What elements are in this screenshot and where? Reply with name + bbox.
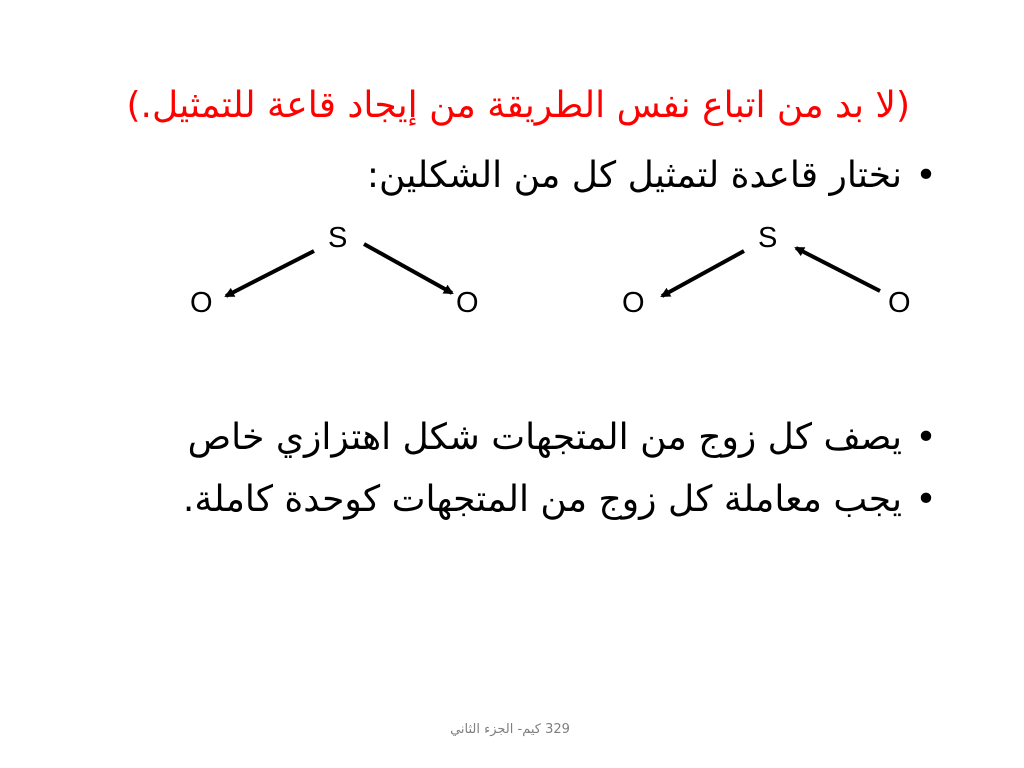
bullet-text: يجب معاملة كل زوج من المتجهات كوحدة كاملة. (182, 479, 902, 520)
arrow-left-outward (226, 251, 314, 296)
arrow-left-outward (662, 251, 744, 296)
oxygen-atom-label-right: O (888, 287, 911, 319)
diagram-symmetric (190, 222, 479, 319)
slide-footer: 329 كيم- الجزء الثاني (450, 722, 570, 737)
oxygen-atom-label-right: O (456, 287, 479, 319)
red-note: (لا بد من اتباع نفس الطريقة من إيجاد قاعة للتمثيل.) (126, 85, 910, 126)
sulfur-atom-label: S (328, 222, 348, 254)
bullet-dot: • (915, 155, 937, 196)
bullet-text: يصف كل زوج من المتجهات شكل اهتزازي خاص (187, 417, 902, 458)
bullet-dot: • (915, 417, 937, 458)
sulfur-atom-label: S (758, 222, 778, 254)
oxygen-atom-label-left: O (622, 287, 645, 319)
bullet-dot: • (915, 479, 937, 520)
bullet-vibration-mode (150, 414, 940, 462)
arrow-right-inward (796, 248, 880, 291)
bullet-text: نختار قاعدة لتمثيل كل من الشكلين: (366, 155, 902, 196)
arrow-right-outward (364, 244, 452, 293)
diagram-antisymmetric (622, 222, 911, 319)
oxygen-atom-label-left: O (190, 287, 213, 319)
bullet-treat-as-unit (150, 476, 940, 524)
